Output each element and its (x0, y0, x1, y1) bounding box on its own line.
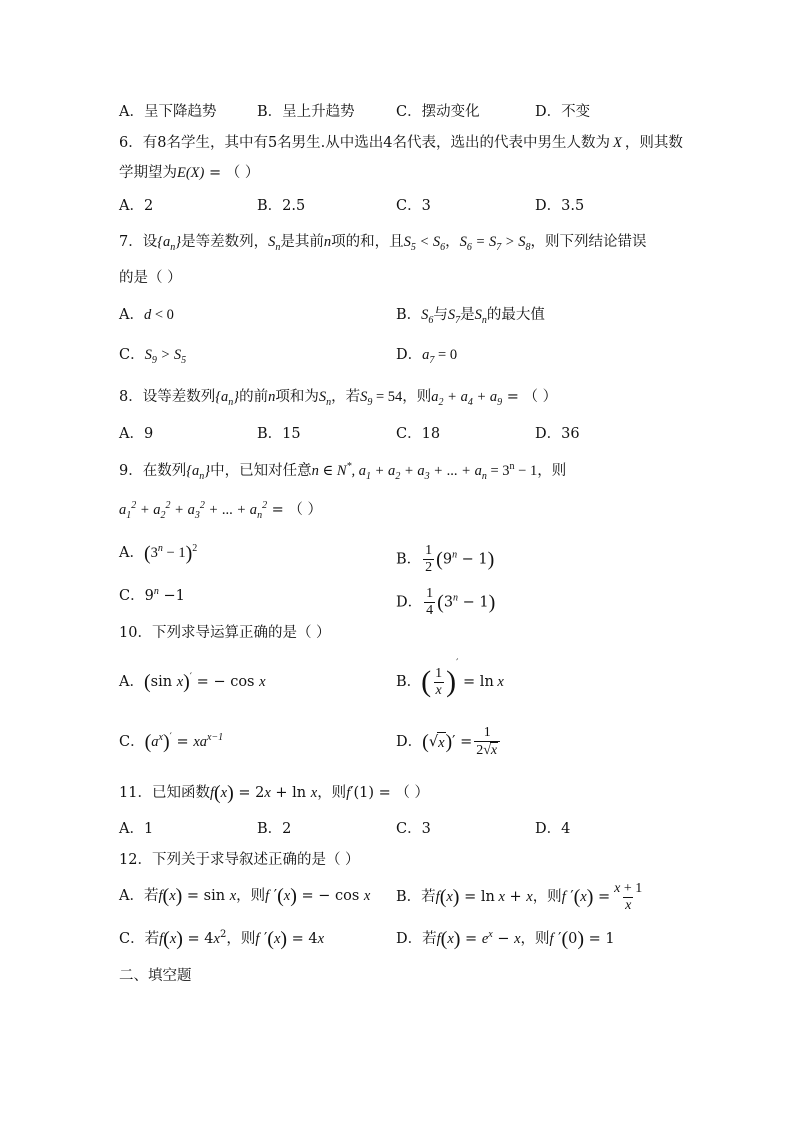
q7-b-label: B． (396, 307, 422, 323)
q9-num: 9．在数列 (119, 463, 187, 479)
q10-option-b: B． ( $\frac{1}{x}$ ) ′ = ln x (396, 658, 504, 698)
q10-a-label: A． (119, 674, 144, 690)
q7-num: 7．设 (119, 234, 158, 250)
q7-b-end: 是 (460, 307, 475, 323)
q12-a-label: A．若 (119, 888, 159, 904)
q12-option-c: C．若$f(x) = 4x^2$，则f ′(x) = 4x (119, 928, 325, 950)
q8-n: n (268, 389, 276, 405)
q9-d-frac: $\frac{1}{4}$ (426, 586, 434, 618)
q6-stem-line1 (119, 133, 683, 153)
q6-text-end: ，则其数 (624, 135, 683, 151)
q12-option-b: B．若 f ( x ) = ln x + x ，则 f ′ ( x ) = $\frac{x + 1}{x}$ (396, 880, 643, 913)
q5-option-d: D．不变 (535, 104, 591, 120)
q9-d-label: D． (396, 594, 423, 611)
q9-sqsum: $a_1^2 + a_2^2 + a_3^2$ + ... + $a_n^2$ (119, 500, 268, 521)
q6-option-d: D．3.5 (535, 198, 585, 214)
q6-text2: 学期望为 (119, 165, 177, 181)
q7-text2: 是其前 (280, 234, 324, 250)
q12-a-then: ，则 (236, 888, 266, 904)
q8-text5: = （ ） (502, 389, 558, 405)
q8-sn: $S_n$ (318, 389, 332, 408)
q10-a-math: (sin x)′ = − cos x (143, 671, 266, 693)
q9-option-d: D． $\frac{1}{4}$ $(3^n - 1)$ (396, 586, 496, 618)
q8-option-a: A．9 (119, 426, 154, 442)
q11-option-b: B．2 (257, 821, 292, 837)
q7-option-d (396, 345, 457, 365)
q7-b-sn: $S_n$ (474, 307, 487, 326)
q9-seq: $\{a_n\}$ (186, 463, 211, 482)
q7-stem-line2: 的是（ ） (119, 270, 182, 286)
q9-text2: ，则 (537, 463, 567, 479)
q10-option-a (119, 672, 266, 692)
q7-cond2: $S_6 = S_7 > S_8$ (459, 234, 531, 253)
q7-option-c (119, 345, 186, 365)
q12-d-then: ，则 (520, 931, 550, 947)
q7-option-b (396, 305, 545, 325)
q7-b-mid: 与 (433, 307, 448, 323)
q12-b-frac: $\frac{x + 1}{x}$ (614, 880, 643, 913)
q11-option-a: A．1 (119, 821, 154, 837)
q11-deriv: f′(1) (346, 785, 375, 801)
q9-option-b: B． $\frac{1}{2}$ $(9^n - 1)$ (396, 543, 495, 575)
q8-cond: $S_9 = 54$ (360, 389, 403, 408)
q7-n: n (323, 234, 332, 250)
q8-num: 8．设等差数列 (119, 389, 216, 405)
q10-d-label: D． (396, 734, 423, 750)
section-heading: 二、填空题 (119, 968, 192, 984)
q8-option-c: C．18 (396, 426, 441, 442)
q11-option-d: D．4 (535, 821, 571, 837)
q7-text1: 是等差数列， (181, 234, 269, 250)
q8-text3: ，若 (331, 389, 361, 405)
q7-b-tail: 的最大值 (486, 307, 545, 323)
q9-text1: 中，已知对任意 (210, 463, 312, 479)
q8-text1: 的前 (239, 389, 269, 405)
q7-seq: $\{a_n\}$ (157, 234, 182, 253)
q10-stem: 10．下列求导运算正确的是（ ） (119, 625, 331, 641)
q8-text4: ，则 (402, 389, 432, 405)
q6-expect: E(X) (177, 165, 205, 181)
q7-sn: $S_n$ (268, 234, 281, 253)
q10-option-c (119, 732, 223, 752)
q10-d-frac: $\frac{1}{2√x}$ (474, 725, 500, 759)
q8-stem (119, 387, 557, 407)
q12-option-a: A．若f(x) = sin x，则f ′(x) = − cos x (119, 885, 371, 907)
q6-text2-end: = （ ） (204, 165, 260, 181)
q7-d-label: D． (396, 347, 423, 363)
q7-c-math: $S_9 > S_5$ (144, 347, 187, 366)
q8-option-d: D．36 (535, 426, 580, 442)
q7-text4: ，则下列结论错误 (530, 234, 647, 250)
q10-c-label: C． (119, 734, 145, 750)
q9-a-label: A． (119, 545, 144, 561)
q12-c-label: C．若 (119, 931, 160, 947)
q12-stem: 12．下列关于求导叙述正确的是（ ） (119, 852, 360, 868)
q12-b-label: B．若 (396, 889, 436, 905)
q9-c-math: $9^n -1$ (144, 586, 185, 604)
q11-func: f(x) = 2x + ln x (209, 782, 318, 804)
q6-option-a: A．2 (119, 198, 154, 214)
q7-a-math: d < 0 (143, 307, 174, 323)
q7-b-s6: $S_6$ (421, 307, 434, 326)
q9-option-c (119, 586, 185, 606)
q10-b-label: B． (396, 674, 422, 690)
q5-option-b: B．呈上升趋势 (257, 104, 355, 120)
q11-text1: ，则 (317, 785, 347, 801)
q9-text-end: = （ ） (267, 502, 323, 518)
q7-stem-line1: 7．设$\{a_n\}$是等差数列，$S_n$是其前n项的和，且$S_5 < S_6$，$S_6 = S_7 > S_8$，则下列结论错误 (119, 234, 647, 253)
q8-text2: 项和为 (275, 389, 319, 405)
q9-a-math: $(3^n - 1)^2$ (143, 542, 198, 565)
q9-b-label: B． (396, 551, 422, 568)
q8-sum: $a_2 + a_4 + a_9$ (431, 389, 503, 408)
q9-cond: n ∈ N*, $a_1 + a_2 + a_3$ + ... + $a_n = 3^n - 1$ (311, 461, 538, 482)
q9-option-a (119, 543, 197, 564)
q9-c-label: C． (119, 588, 145, 604)
q5-option-a: A．呈下降趋势 (119, 104, 217, 120)
q11-stem (119, 783, 429, 803)
q5-option-c: C．摆动变化 (396, 104, 480, 120)
q8-option-b: B．15 (257, 426, 301, 442)
q6-stem-line2 (119, 163, 259, 183)
q12-d-label: D．若 (396, 931, 437, 947)
q9-b-frac: $\frac{1}{2}$ (425, 543, 433, 575)
q7-a-label: A． (119, 307, 144, 323)
q11-num: 11．已知函数 (119, 785, 210, 801)
q6-option-c: C．3 (396, 198, 431, 214)
q7-b-s7: $S_7$ (447, 307, 461, 326)
q10-b-frac: $\frac{1}{x}$ (435, 665, 443, 698)
q9-stem-line2 (119, 500, 322, 520)
q7-option-a (119, 305, 174, 325)
q8-seq: $\{a_n\}$ (215, 389, 240, 408)
q12-b-then: ，则 (532, 889, 562, 905)
q6-text: 6．有8名学生，其中有5名男生.从中选出4名代表，选出的代表中男生人数为 (119, 135, 611, 151)
q10-c-math: $(a^x)' = xa^{x-1}$ (144, 731, 224, 753)
q7-text3: 项的和，且 (331, 234, 404, 250)
q11-option-c: C．3 (396, 821, 431, 837)
q12-c-then: ，则 (226, 931, 256, 947)
q7-c-label: C． (119, 347, 145, 363)
q10-option-d: D． ( √ x ) ′ = $\frac{1}{2√x}$ (396, 720, 502, 764)
q6-option-b: B．2.5 (257, 198, 306, 214)
q9-stem-line1 (119, 461, 566, 481)
q6-var: X (613, 135, 622, 151)
q7-cond1: $S_5 < S_6$ (403, 234, 446, 253)
q11-text2: = （ ） (374, 785, 430, 801)
q7-d-math: $a_7 = 0$ (422, 347, 458, 366)
q12-option-d: D．若$f(x) = e^x - x$，则f ′(0) = 1 (396, 928, 615, 950)
